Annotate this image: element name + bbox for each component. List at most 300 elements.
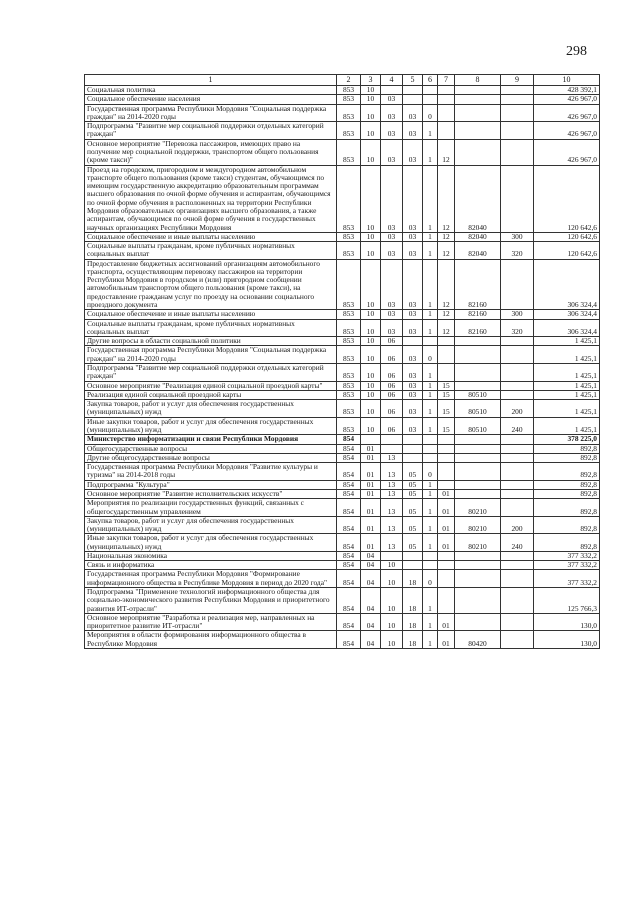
row-value-cell: 04 <box>361 613 381 631</box>
row-name-cell: Социальное обеспечение и иные выплаты населению <box>85 310 337 319</box>
table-row <box>85 489 600 498</box>
row-value-cell: 15 <box>438 400 455 418</box>
row-value-cell: 10 <box>361 86 381 95</box>
row-value-cell <box>438 435 455 444</box>
row-value-cell <box>501 165 534 232</box>
table-row <box>85 165 600 232</box>
row-value-cell: 854 <box>337 444 361 453</box>
table-row <box>85 95 600 104</box>
row-name-cell: Национальная экономика <box>85 551 337 560</box>
row-value-cell: 892,8 <box>534 463 600 481</box>
row-name-cell: Социальные выплаты гражданам, кроме публичных нормативных социальных выплат <box>85 242 337 260</box>
row-value-cell: 06 <box>381 381 403 390</box>
row-value-cell: 853 <box>337 417 361 435</box>
row-value-cell <box>403 551 423 560</box>
row-value-cell <box>423 453 438 462</box>
row-value-cell <box>438 551 455 560</box>
row-value-cell: 1 <box>423 417 438 435</box>
row-value-cell: 13 <box>381 463 403 481</box>
row-value-cell <box>403 86 423 95</box>
row-value-cell: 04 <box>361 561 381 570</box>
row-value-cell: 853 <box>337 104 361 122</box>
row-value-cell <box>423 444 438 453</box>
row-name-cell: Подпрограмма "Культура" <box>85 480 337 489</box>
row-value-cell: 1 425,1 <box>534 364 600 382</box>
row-value-cell <box>501 104 534 122</box>
row-value-cell <box>423 95 438 104</box>
row-value-cell: 01 <box>438 516 455 534</box>
row-value-cell: 03 <box>403 390 423 399</box>
table-row <box>85 319 600 337</box>
row-value-cell: 853 <box>337 310 361 319</box>
row-value-cell: 125 766,3 <box>534 588 600 614</box>
row-value-cell <box>455 570 501 588</box>
row-value-cell: 12 <box>438 139 455 165</box>
row-value-cell <box>423 435 438 444</box>
column-header: 3 <box>361 75 381 86</box>
row-name-cell: Связь и информатика <box>85 561 337 570</box>
row-value-cell: 18 <box>403 588 423 614</box>
row-value-cell: 03 <box>381 104 403 122</box>
row-value-cell: 1 <box>423 400 438 418</box>
row-value-cell: 10 <box>361 165 381 232</box>
row-value-cell: 06 <box>381 390 403 399</box>
row-value-cell: 80510 <box>455 417 501 435</box>
row-value-cell: 378 225,0 <box>534 435 600 444</box>
row-value-cell: 200 <box>501 400 534 418</box>
row-value-cell: 04 <box>361 588 381 614</box>
row-value-cell: 1 425,1 <box>534 417 600 435</box>
column-header: 10 <box>534 75 600 86</box>
row-value-cell: 1 <box>423 480 438 489</box>
row-value-cell: 01 <box>438 613 455 631</box>
row-value-cell: 240 <box>501 417 534 435</box>
row-value-cell: 06 <box>381 346 403 364</box>
row-value-cell: 853 <box>337 165 361 232</box>
row-value-cell <box>501 86 534 95</box>
table-row <box>85 551 600 560</box>
row-value-cell: 853 <box>337 259 361 310</box>
row-value-cell: 10 <box>381 561 403 570</box>
row-value-cell: 130,0 <box>534 613 600 631</box>
row-value-cell: 892,8 <box>534 516 600 534</box>
table-row <box>85 435 600 444</box>
row-name-cell: Закупка товаров, работ и услуг для обеспечения государственных (муниципальных) нужд <box>85 400 337 418</box>
row-value-cell <box>438 570 455 588</box>
row-value-cell <box>455 561 501 570</box>
row-value-cell: 426 967,0 <box>534 122 600 140</box>
row-value-cell: 10 <box>361 381 381 390</box>
column-header: 4 <box>381 75 403 86</box>
row-name-cell: Основное мероприятие "Разработка и реализация мер, направленных на приоритетное развитие ИТ-отрасли" <box>85 613 337 631</box>
row-value-cell: 12 <box>438 319 455 337</box>
row-value-cell <box>501 444 534 453</box>
row-value-cell: 854 <box>337 435 361 444</box>
row-name-cell: Мероприятия в области формирования информационного общества в Республике Мордовия <box>85 631 337 649</box>
row-value-cell <box>501 613 534 631</box>
row-value-cell: 80420 <box>455 631 501 649</box>
row-value-cell: 306 324,4 <box>534 259 600 310</box>
row-value-cell: 240 <box>501 534 534 552</box>
row-value-cell <box>438 346 455 364</box>
row-value-cell <box>381 551 403 560</box>
row-value-cell: 0 <box>423 463 438 481</box>
row-value-cell: 120 642,6 <box>534 232 600 241</box>
row-value-cell: 120 642,6 <box>534 165 600 232</box>
row-value-cell <box>455 364 501 382</box>
column-header: 2 <box>337 75 361 86</box>
row-value-cell <box>423 337 438 346</box>
row-value-cell: 377 332,2 <box>534 551 600 560</box>
row-value-cell <box>438 588 455 614</box>
row-value-cell <box>403 95 423 104</box>
row-value-cell: 15 <box>438 381 455 390</box>
row-name-cell: Государственная программа Республики Мордовия "Развитие культуры и туризма" на 2014-2018 годы <box>85 463 337 481</box>
row-value-cell: 03 <box>403 400 423 418</box>
row-value-cell: 854 <box>337 480 361 489</box>
table-row <box>85 499 600 517</box>
row-value-cell: 853 <box>337 232 361 241</box>
row-value-cell <box>501 95 534 104</box>
row-value-cell <box>501 489 534 498</box>
row-name-cell: Другие вопросы в области социальной политики <box>85 337 337 346</box>
row-value-cell: 03 <box>381 122 403 140</box>
row-value-cell: 10 <box>361 104 381 122</box>
row-value-cell: 05 <box>403 480 423 489</box>
table-row <box>85 570 600 588</box>
row-value-cell <box>438 364 455 382</box>
row-value-cell: 1 <box>423 631 438 649</box>
row-value-cell: 80210 <box>455 499 501 517</box>
row-value-cell: 03 <box>403 242 423 260</box>
row-value-cell: 377 332,2 <box>534 570 600 588</box>
row-name-cell: Социальная политика <box>85 86 337 95</box>
row-value-cell <box>501 551 534 560</box>
row-name-cell: Социальные выплаты гражданам, кроме публичных нормативных социальных выплат <box>85 319 337 337</box>
row-value-cell: 1 425,1 <box>534 337 600 346</box>
column-header: 8 <box>455 75 501 86</box>
row-value-cell: 854 <box>337 516 361 534</box>
row-value-cell: 82160 <box>455 310 501 319</box>
row-value-cell: 300 <box>501 232 534 241</box>
table-row <box>85 613 600 631</box>
row-value-cell <box>455 337 501 346</box>
column-header: 5 <box>403 75 423 86</box>
row-value-cell <box>455 122 501 140</box>
row-name-cell: Социальное обеспечение населения <box>85 95 337 104</box>
row-value-cell <box>438 337 455 346</box>
row-value-cell <box>381 435 403 444</box>
row-value-cell: 01 <box>361 516 381 534</box>
table-row <box>85 242 600 260</box>
row-value-cell: 120 642,6 <box>534 242 600 260</box>
table-row <box>85 86 600 95</box>
row-value-cell <box>438 463 455 481</box>
table-row <box>85 480 600 489</box>
row-value-cell <box>438 122 455 140</box>
table-row <box>85 310 600 319</box>
row-value-cell: 03 <box>403 165 423 232</box>
table-row <box>85 337 600 346</box>
row-value-cell: 1 <box>423 588 438 614</box>
table-row <box>85 364 600 382</box>
row-value-cell: 1 <box>423 232 438 241</box>
row-value-cell: 03 <box>403 310 423 319</box>
row-value-cell <box>455 86 501 95</box>
row-value-cell: 853 <box>337 364 361 382</box>
row-value-cell: 10 <box>361 364 381 382</box>
row-value-cell: 13 <box>381 489 403 498</box>
row-value-cell: 03 <box>403 346 423 364</box>
table-row <box>85 381 600 390</box>
row-value-cell: 10 <box>361 390 381 399</box>
row-value-cell: 0 <box>423 346 438 364</box>
row-value-cell: 10 <box>361 337 381 346</box>
table-row <box>85 444 600 453</box>
row-value-cell: 1 <box>423 139 438 165</box>
row-value-cell: 200 <box>501 516 534 534</box>
row-value-cell: 1 <box>423 364 438 382</box>
row-value-cell: 03 <box>381 139 403 165</box>
table-row <box>85 463 600 481</box>
row-value-cell: 10 <box>361 95 381 104</box>
row-value-cell <box>501 390 534 399</box>
row-value-cell: 0 <box>423 104 438 122</box>
row-name-cell: Основное мероприятие "Перевозка пассажиров, имеющих право на получение мер социальной поддержки, транспортом общего пользования (кроме такси)" <box>85 139 337 165</box>
row-value-cell: 853 <box>337 95 361 104</box>
row-value-cell: 01 <box>361 489 381 498</box>
row-value-cell: 1 <box>423 319 438 337</box>
row-value-cell: 1 <box>423 165 438 232</box>
column-header: 9 <box>501 75 534 86</box>
row-value-cell <box>455 435 501 444</box>
row-value-cell: 80510 <box>455 390 501 399</box>
row-value-cell: 10 <box>381 570 403 588</box>
row-value-cell: 10 <box>381 613 403 631</box>
row-name-cell: Государственная программа Республики Мордовия "Социальная поддержка граждан" на 2014-2020 годы <box>85 346 337 364</box>
row-value-cell: 01 <box>361 499 381 517</box>
row-value-cell: 05 <box>403 463 423 481</box>
row-name-cell: Закупка товаров, работ и услуг для обеспечения государственных (муниципальных) нужд <box>85 516 337 534</box>
table-header-row <box>85 75 600 86</box>
row-value-cell: 82040 <box>455 165 501 232</box>
row-value-cell <box>501 122 534 140</box>
row-value-cell: 377 332,2 <box>534 561 600 570</box>
row-value-cell: 1 425,1 <box>534 400 600 418</box>
row-value-cell: 853 <box>337 390 361 399</box>
table-row <box>85 259 600 310</box>
row-value-cell: 1 <box>423 259 438 310</box>
row-value-cell <box>455 463 501 481</box>
row-value-cell: 03 <box>403 364 423 382</box>
row-value-cell: 306 324,4 <box>534 310 600 319</box>
row-value-cell: 854 <box>337 631 361 649</box>
row-value-cell: 320 <box>501 319 534 337</box>
row-value-cell: 10 <box>361 122 381 140</box>
row-value-cell <box>455 489 501 498</box>
row-value-cell: 10 <box>361 139 381 165</box>
row-value-cell <box>501 139 534 165</box>
table-row <box>85 104 600 122</box>
column-header: 7 <box>438 75 455 86</box>
row-value-cell: 853 <box>337 337 361 346</box>
row-value-cell <box>438 86 455 95</box>
row-name-cell: Подпрограмма "Применение технологий информационного общества для социально-экономического развития Республики Мордовия и приоритетного развития ИТ-отрасли" <box>85 588 337 614</box>
table-row <box>85 417 600 435</box>
row-value-cell <box>501 463 534 481</box>
row-value-cell: 03 <box>381 310 403 319</box>
row-value-cell: 03 <box>381 259 403 310</box>
row-value-cell: 04 <box>361 570 381 588</box>
row-value-cell: 03 <box>403 104 423 122</box>
row-value-cell: 854 <box>337 463 361 481</box>
row-value-cell: 10 <box>361 417 381 435</box>
row-value-cell <box>501 570 534 588</box>
row-value-cell: 853 <box>337 319 361 337</box>
row-value-cell: 10 <box>361 400 381 418</box>
row-value-cell <box>501 499 534 517</box>
table-row <box>85 139 600 165</box>
row-value-cell <box>438 104 455 122</box>
row-value-cell <box>403 337 423 346</box>
row-value-cell: 854 <box>337 613 361 631</box>
row-value-cell <box>501 435 534 444</box>
row-value-cell: 854 <box>337 561 361 570</box>
row-value-cell: 892,8 <box>534 480 600 489</box>
row-value-cell: 853 <box>337 86 361 95</box>
table-row <box>85 453 600 462</box>
row-value-cell <box>455 95 501 104</box>
page-number: 298 <box>566 44 587 59</box>
row-value-cell: 01 <box>438 534 455 552</box>
row-value-cell: 1 <box>423 489 438 498</box>
row-value-cell: 10 <box>381 631 403 649</box>
row-value-cell: 80510 <box>455 400 501 418</box>
row-value-cell: 05 <box>403 534 423 552</box>
row-value-cell: 1 <box>423 122 438 140</box>
row-value-cell <box>423 561 438 570</box>
row-value-cell <box>455 453 501 462</box>
row-value-cell: 06 <box>381 400 403 418</box>
row-name-cell: Социальное обеспечение и иные выплаты населению <box>85 232 337 241</box>
row-value-cell: 853 <box>337 400 361 418</box>
row-value-cell <box>501 259 534 310</box>
row-value-cell: 03 <box>403 319 423 337</box>
row-value-cell: 03 <box>403 232 423 241</box>
row-value-cell: 854 <box>337 489 361 498</box>
row-value-cell: 03 <box>403 259 423 310</box>
row-value-cell: 18 <box>403 631 423 649</box>
row-value-cell: 892,8 <box>534 453 600 462</box>
row-value-cell: 1 <box>423 499 438 517</box>
row-value-cell: 853 <box>337 381 361 390</box>
row-name-cell: Реализация единой социальной проездной карты <box>85 390 337 399</box>
row-value-cell <box>438 561 455 570</box>
row-value-cell <box>455 613 501 631</box>
row-value-cell: 892,8 <box>534 444 600 453</box>
row-value-cell: 03 <box>381 165 403 232</box>
row-name-cell: Государственная программа Республики Мордовия "Социальная поддержка граждан" на 2014-2020 годы <box>85 104 337 122</box>
row-value-cell: 01 <box>438 489 455 498</box>
row-value-cell: 426 967,0 <box>534 104 600 122</box>
row-value-cell: 10 <box>361 346 381 364</box>
table-row <box>85 400 600 418</box>
row-value-cell: 18 <box>403 613 423 631</box>
row-value-cell: 1 <box>423 613 438 631</box>
row-value-cell: 892,8 <box>534 489 600 498</box>
table-body <box>85 86 600 649</box>
table-row <box>85 122 600 140</box>
row-value-cell <box>501 480 534 489</box>
row-value-cell <box>423 86 438 95</box>
row-value-cell: 854 <box>337 534 361 552</box>
row-name-cell: Предоставление бюджетных ассигнований организациям автомобильного транспорта, осуществляющим перевозку пассажиров на территории Республики Мордовия в городском и (или) пригородном сообщении автомобильным транспортом общего пользования (кроме такси), на предоставление гражданам услуг по проезду на основании социального проездного документа <box>85 259 337 310</box>
row-value-cell: 03 <box>403 417 423 435</box>
row-value-cell: 03 <box>381 232 403 241</box>
row-value-cell: 15 <box>438 417 455 435</box>
row-value-cell: 06 <box>381 417 403 435</box>
row-value-cell: 10 <box>361 310 381 319</box>
table-row <box>85 346 600 364</box>
row-value-cell: 853 <box>337 346 361 364</box>
row-value-cell: 0 <box>423 570 438 588</box>
row-value-cell: 1 <box>423 310 438 319</box>
row-value-cell: 01 <box>361 444 381 453</box>
row-value-cell: 03 <box>381 319 403 337</box>
row-value-cell: 1 <box>423 242 438 260</box>
row-value-cell <box>455 588 501 614</box>
row-value-cell <box>381 86 403 95</box>
row-value-cell: 854 <box>337 551 361 560</box>
row-value-cell: 13 <box>381 499 403 517</box>
row-value-cell: 12 <box>438 310 455 319</box>
row-value-cell: 13 <box>381 480 403 489</box>
row-value-cell: 1 <box>423 390 438 399</box>
column-header: 6 <box>423 75 438 86</box>
row-value-cell <box>455 139 501 165</box>
table-row <box>85 588 600 614</box>
row-value-cell <box>381 444 403 453</box>
row-value-cell: 05 <box>403 499 423 517</box>
row-value-cell <box>423 551 438 560</box>
row-value-cell: 13 <box>381 453 403 462</box>
row-value-cell: 82160 <box>455 319 501 337</box>
row-value-cell: 03 <box>381 95 403 104</box>
row-value-cell <box>455 346 501 364</box>
row-value-cell: 10 <box>361 319 381 337</box>
row-value-cell: 426 967,0 <box>534 95 600 104</box>
row-value-cell <box>455 480 501 489</box>
row-value-cell <box>455 104 501 122</box>
row-name-cell: Государственная программа Республики Мордовия "Формирование информационного общества в Республике Мордовия в период до 2020 года" <box>85 570 337 588</box>
row-value-cell: 01 <box>438 631 455 649</box>
row-name-cell: Основное мероприятие "Реализация единой социальной проездной карты" <box>85 381 337 390</box>
row-value-cell <box>438 95 455 104</box>
table-row <box>85 534 600 552</box>
budget-table <box>84 74 600 649</box>
row-value-cell <box>438 444 455 453</box>
row-value-cell: 130,0 <box>534 631 600 649</box>
row-value-cell <box>403 444 423 453</box>
row-name-cell: Другие общегосударственные вопросы <box>85 453 337 462</box>
row-value-cell: 06 <box>381 364 403 382</box>
row-name-cell: Подпрограмма "Развитие мер социальной поддержки отдельных категорий граждан" <box>85 122 337 140</box>
row-value-cell: 300 <box>501 310 534 319</box>
row-name-cell: Иные закупки товаров, работ и услуг для обеспечения государственных (муниципальных) нужд <box>85 534 337 552</box>
row-value-cell: 10 <box>361 232 381 241</box>
column-header: 1 <box>85 75 337 86</box>
row-value-cell: 01 <box>361 480 381 489</box>
